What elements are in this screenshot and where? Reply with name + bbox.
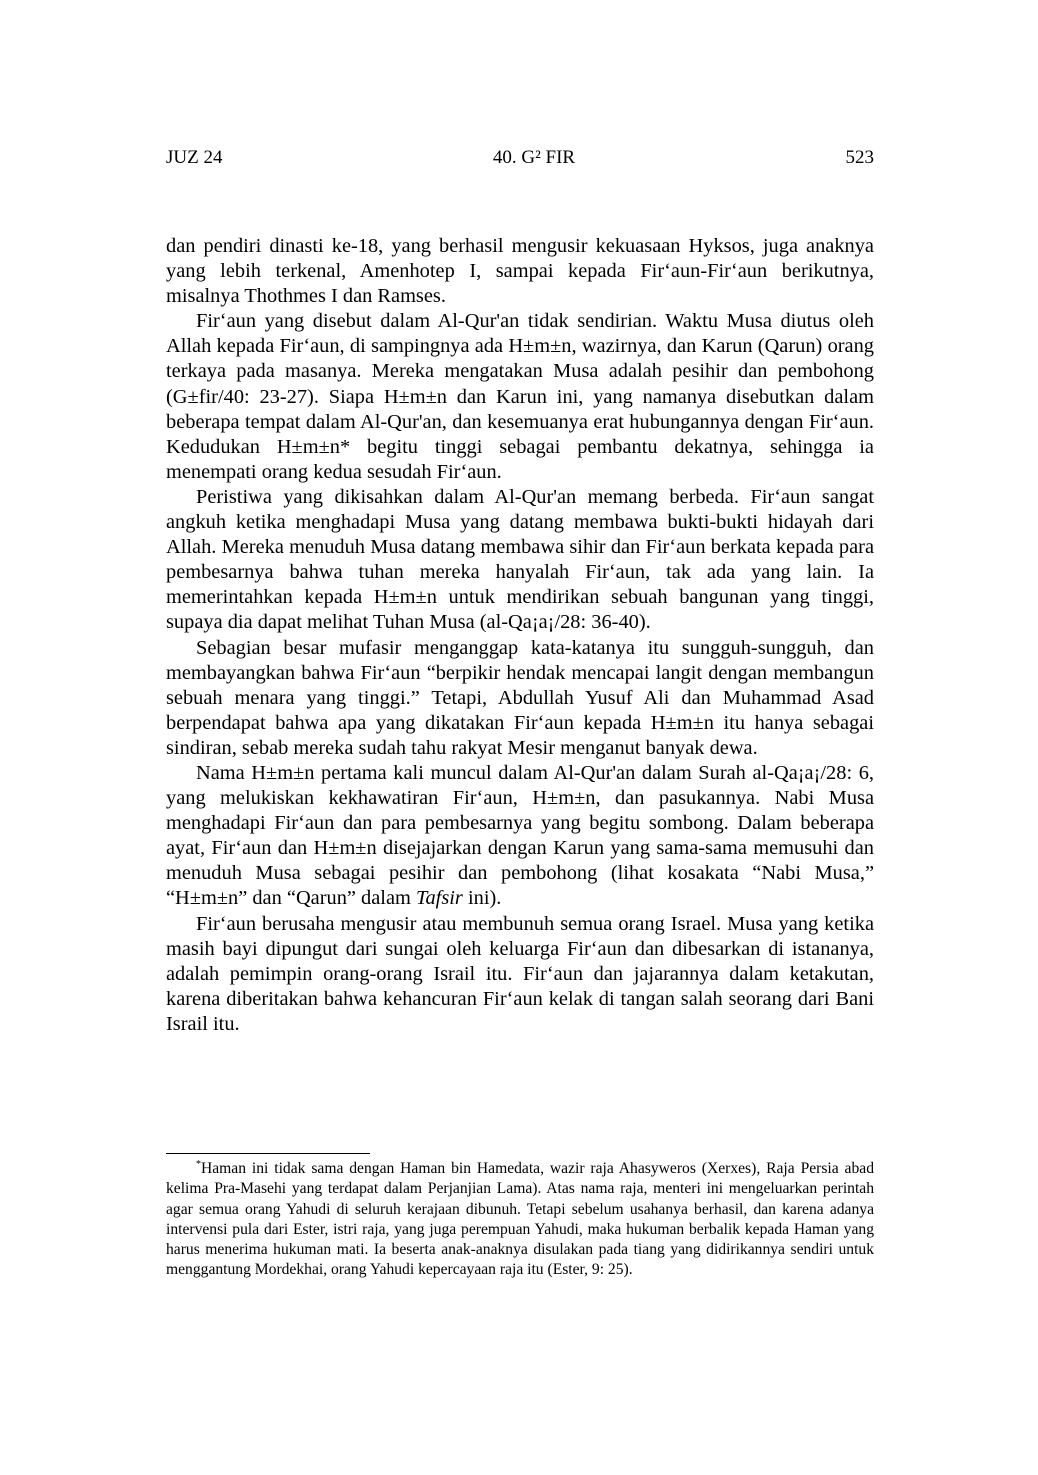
- paragraph-5: [166, 761, 874, 912]
- footnote-divider: [166, 1153, 370, 1154]
- footnote-paragraph: [166, 1159, 874, 1281]
- footnote-text: Haman ini tidak sama dengan Haman bin Hamedata, wazir raja Ahasyweros (Xerxes), Raja Persia abad kelima Pra-Masehi yang terdapat dalam Perjanjian Lama). Atas nama raja, menteri ini mengeluarkan perintah agar semua orang Yahudi di seluruh kerajaan dibunuh. Tetapi sebelum usahanya berhasil, dan karena adanya intervensi pula dari Ester, istri raja, yang juga perempuan Yahudi, maka hukuman berbalik kepada Haman yang harus menerima hukuman mati. Ia beserta anak-anaknya disulakan pada tiang yang didirikannya sendiri untuk menggantung Mordekhai, orang Yahudi kepercayaan raja itu (Ester, 9: 25).: [166, 1160, 874, 1279]
- paragraph-2: Fir‘aun yang disebut dalam Al-Qur'an tidak sendirian. Waktu Musa diutus oleh Allah kepada Fir‘aun, di sampingnya ada H±m±n, wazirnya, dan Karun (Qarun) orang terkaya pada masanya. Mereka mengatakan Musa adalah pesihir dan pembohong (G±fir/40: 23-27). Siapa H±m±n dan Karun ini, yang namanya disebutkan dalam beberapa tempat dalam Al-Qur'an, dan kesemuanya erat hubungannya dengan Fir‘aun. Kedudukan H±m±n* begitu tinggi sebagai pembantu dekatnya, sehingga ia menempati orang kedua sesudah Fir‘aun.: [166, 310, 874, 483]
- footnote: [166, 1159, 874, 1281]
- paragraph-6: Fir‘aun berusaha mengusir atau membunuh semua orang Israel. Musa yang ketika masih bayi dipungut dari sungai oleh keluarga Fir‘aun dan dibesarkan di istananya, adalah pemimpin orang-orang Israil itu. Fir‘aun dan jajarannya dalam ketakutan, karena diberitakan bahwa kehancuran Fir‘aun kelak di tangan salah seorang dari Bani Israil itu.: [166, 912, 874, 1035]
- running-header: [166, 146, 874, 170]
- footnote-marker: *: [196, 1158, 201, 1170]
- paragraph-5-text: Nama H±m±n pertama kali muncul dalam Al-Qur'an dalam Surah al-Qa¡a¡/28: 6, yang melukiskan kekhawatiran Fir‘aun, H±m±n, dan pasukannya. Nabi Musa menghadapi Fir‘aun dan para pembesarnya yang begitu sombong. Dalam beberapa ayat, Fir‘aun dan H±m±n disejajarkan dengan Karun yang sama-sama memusuhi dan menuduh Musa sebagai pesihir dan pembohong (lihat kosakata “Nabi Musa,” “H±m±n” dan “Qarun” dalam: [166, 761, 874, 910]
- surah-title: 40. G² FIR: [492, 147, 576, 168]
- paragraph-3: Peristiwa yang dikisahkan dalam Al-Qur'an memang berbeda. Fir‘aun sangat angkuh ketika menghadapi Musa yang datang membawa bukti-bukti hidayah dari Allah. Mereka menuduh Musa datang membawa sihir dan Fir‘aun berkata kepada para pembesarnya bahwa tuhan mereka hanyalah Fir‘aun, tak ada yang lain. Ia memerintahkan kepada H±m±n untuk mendirikan sebuah bangunan yang tinggi, supaya dia dapat melihat Tuhan Musa (al-Qa¡a¡/28: 36-40).: [166, 485, 874, 634]
- paragraph-4: Sebagian besar mufasir menganggap kata-katanya itu sungguh-sungguh, dan membayangkan bahwa Fir‘aun “berpikir hendak mencapai langit dengan membangun sebuah menara yang tinggi.” Tetapi, Abdullah Yusuf Ali dan Muhammad Asad berpendapat bahwa apa yang dikatakan Fir‘aun kepada H±m±n itu hanya sebagai sindiran, sebab mereka sudah tahu rakyat Mesir menganut banyak dewa.: [166, 636, 874, 759]
- paragraph-1: dan pendiri dinasti ke-18, yang berhasil mengusir kekuasaan Hyksos, juga anaknya yang lebih terkenal, Amenhotep I, sampai kepada Fir‘aun-Fir‘aun berikutnya, misalnya Thothmes I dan Ramses.: [166, 235, 874, 308]
- juz-label: JUZ 24: [166, 147, 223, 168]
- main-text: [166, 234, 874, 1037]
- page-number: 523: [845, 147, 874, 168]
- italic-term: Tafsir: [415, 887, 463, 910]
- paragraph-5-end: ini).: [462, 887, 502, 910]
